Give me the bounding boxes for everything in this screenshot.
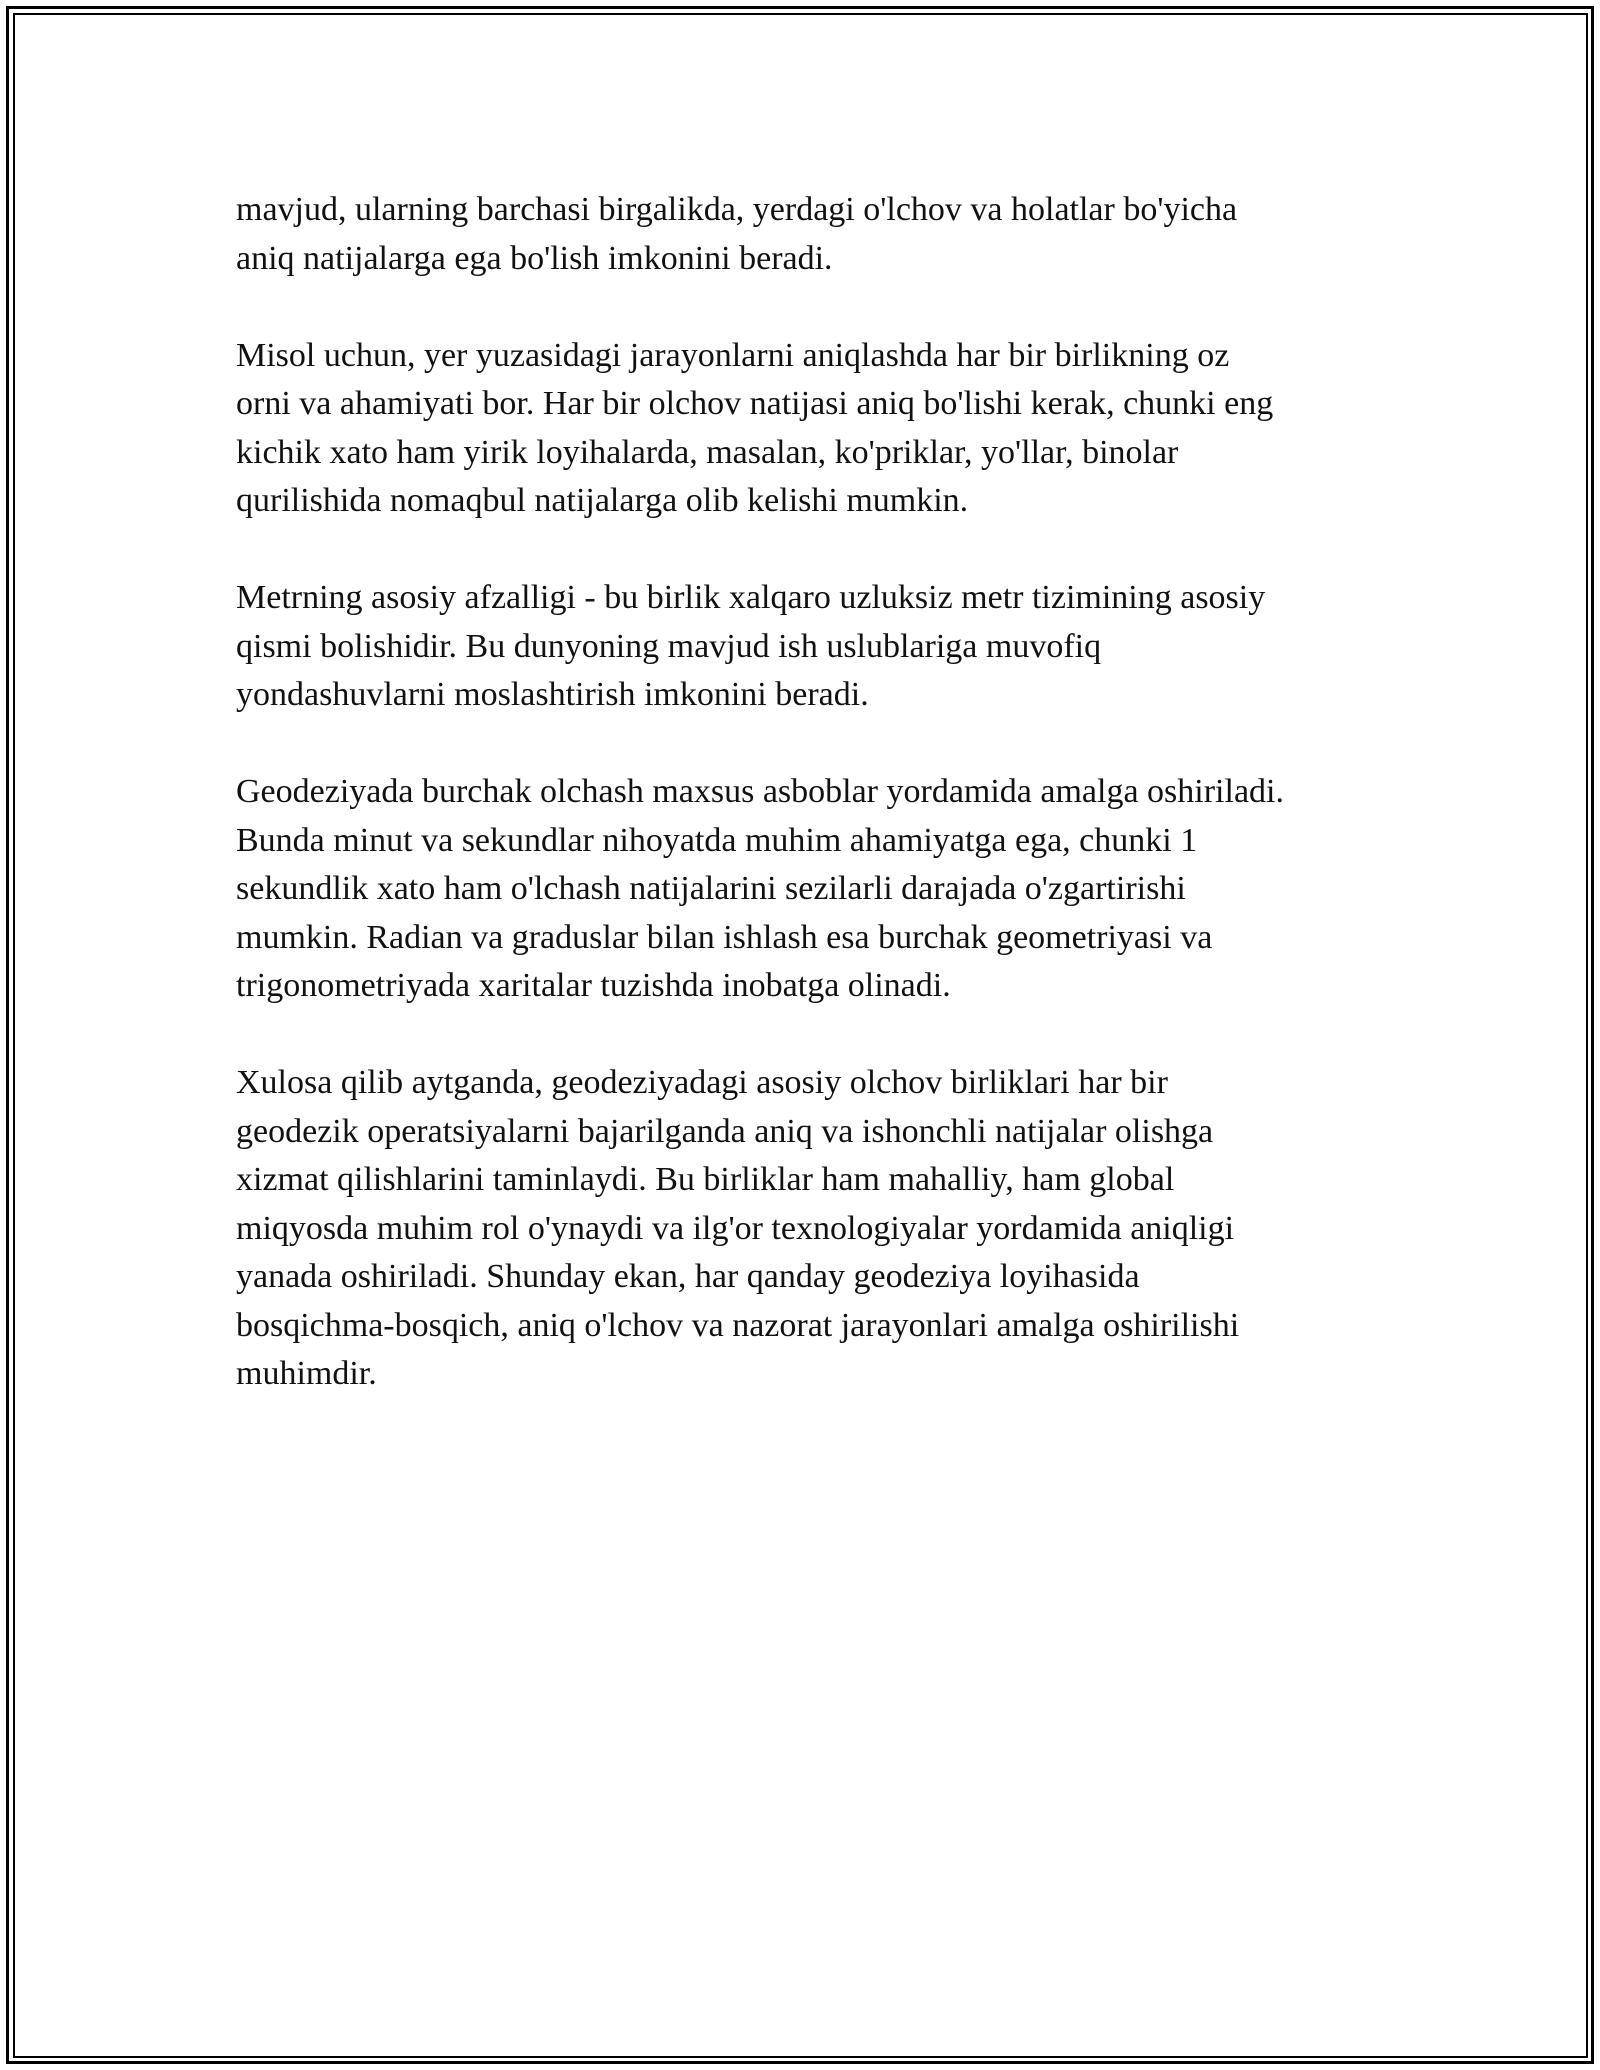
text-line: Geodeziyada burchak olchash maxsus asboblar yordamida amalga oshiriladi. [236, 773, 1284, 810]
text-line: kichik xato ham yirik loyihalarda, masalan, ko'priklar, yo'llar, binolar [236, 433, 1179, 471]
document-body [236, 186, 1386, 1447]
text-line: yondashuvlarni moslashtirish imkonini beradi. [236, 676, 869, 713]
paragraph-2 [236, 332, 1386, 526]
text-line: orni va ahamiyati bor. Har bir olchov natijasi aniq bo'lishi kerak, chunki eng [236, 385, 1274, 422]
text-line: geodezik operatsiyalarni bajarilganda aniq va ishonchli natijalar olishga [236, 1112, 1214, 1150]
text-line: Xulosa qilib aytganda, geodeziyadagi asosiy olchov birliklari har bir [236, 1064, 1168, 1101]
text-line: mumkin. Radian va graduslar bilan ishlash esa burchak geometriyasi va [236, 918, 1213, 956]
text-line: bosqichma-bosqich, aniq o'lchov va nazorat jarayonlari amalga oshirilishi [236, 1306, 1240, 1344]
text-line: mavjud, ularning barchasi birgalikda, yerdagi o'lchov va holatlar bo'yicha [236, 191, 1238, 228]
text-line: muhimdir. [236, 1355, 377, 1392]
text-line: sekundlik xato ham o'lchash natijalarini sezilarli darajada o'zgartirishi [236, 870, 1186, 907]
paragraph-5 [236, 1059, 1386, 1399]
paragraph-1 [236, 186, 1386, 283]
text-line: trigonometriyada xaritalar tuzishda inobatga olinadi. [236, 967, 951, 1004]
text-line: xizmat qilishlarini taminlaydi. Bu birliklar ham mahalliy, ham global [236, 1161, 1175, 1198]
text-line: yanada oshiriladi. Shunday ekan, har qanday geodeziya loyihasida [236, 1258, 1140, 1295]
paragraph-4 [236, 768, 1386, 1011]
text-line: qurilishida nomaqbul natijalarga olib kelishi mumkin. [236, 482, 969, 519]
text-line: aniq natijalarga ega bo'lish imkonini beradi. [236, 239, 833, 277]
text-line: miqyosda muhim rol o'ynaydi va ilg'or texnologiyalar yordamida aniqligi [236, 1209, 1235, 1247]
text-line: qismi bolishidir. Bu dunyoning mavjud ish uslublariga muvofiq [236, 627, 1102, 665]
paragraph-3 [236, 574, 1386, 720]
text-line: Misol uchun, yer yuzasidagi jarayonlarni aniqlashda har bir birlikning oz [236, 336, 1230, 374]
text-line: Bunda minut va sekundlar nihoyatda muhim ahamiyatga ega, chunki 1 [236, 821, 1198, 859]
text-line: Metrning asosiy afzalligi - bu birlik xalqaro uzluksiz metr tizimining asosiy [236, 579, 1266, 616]
